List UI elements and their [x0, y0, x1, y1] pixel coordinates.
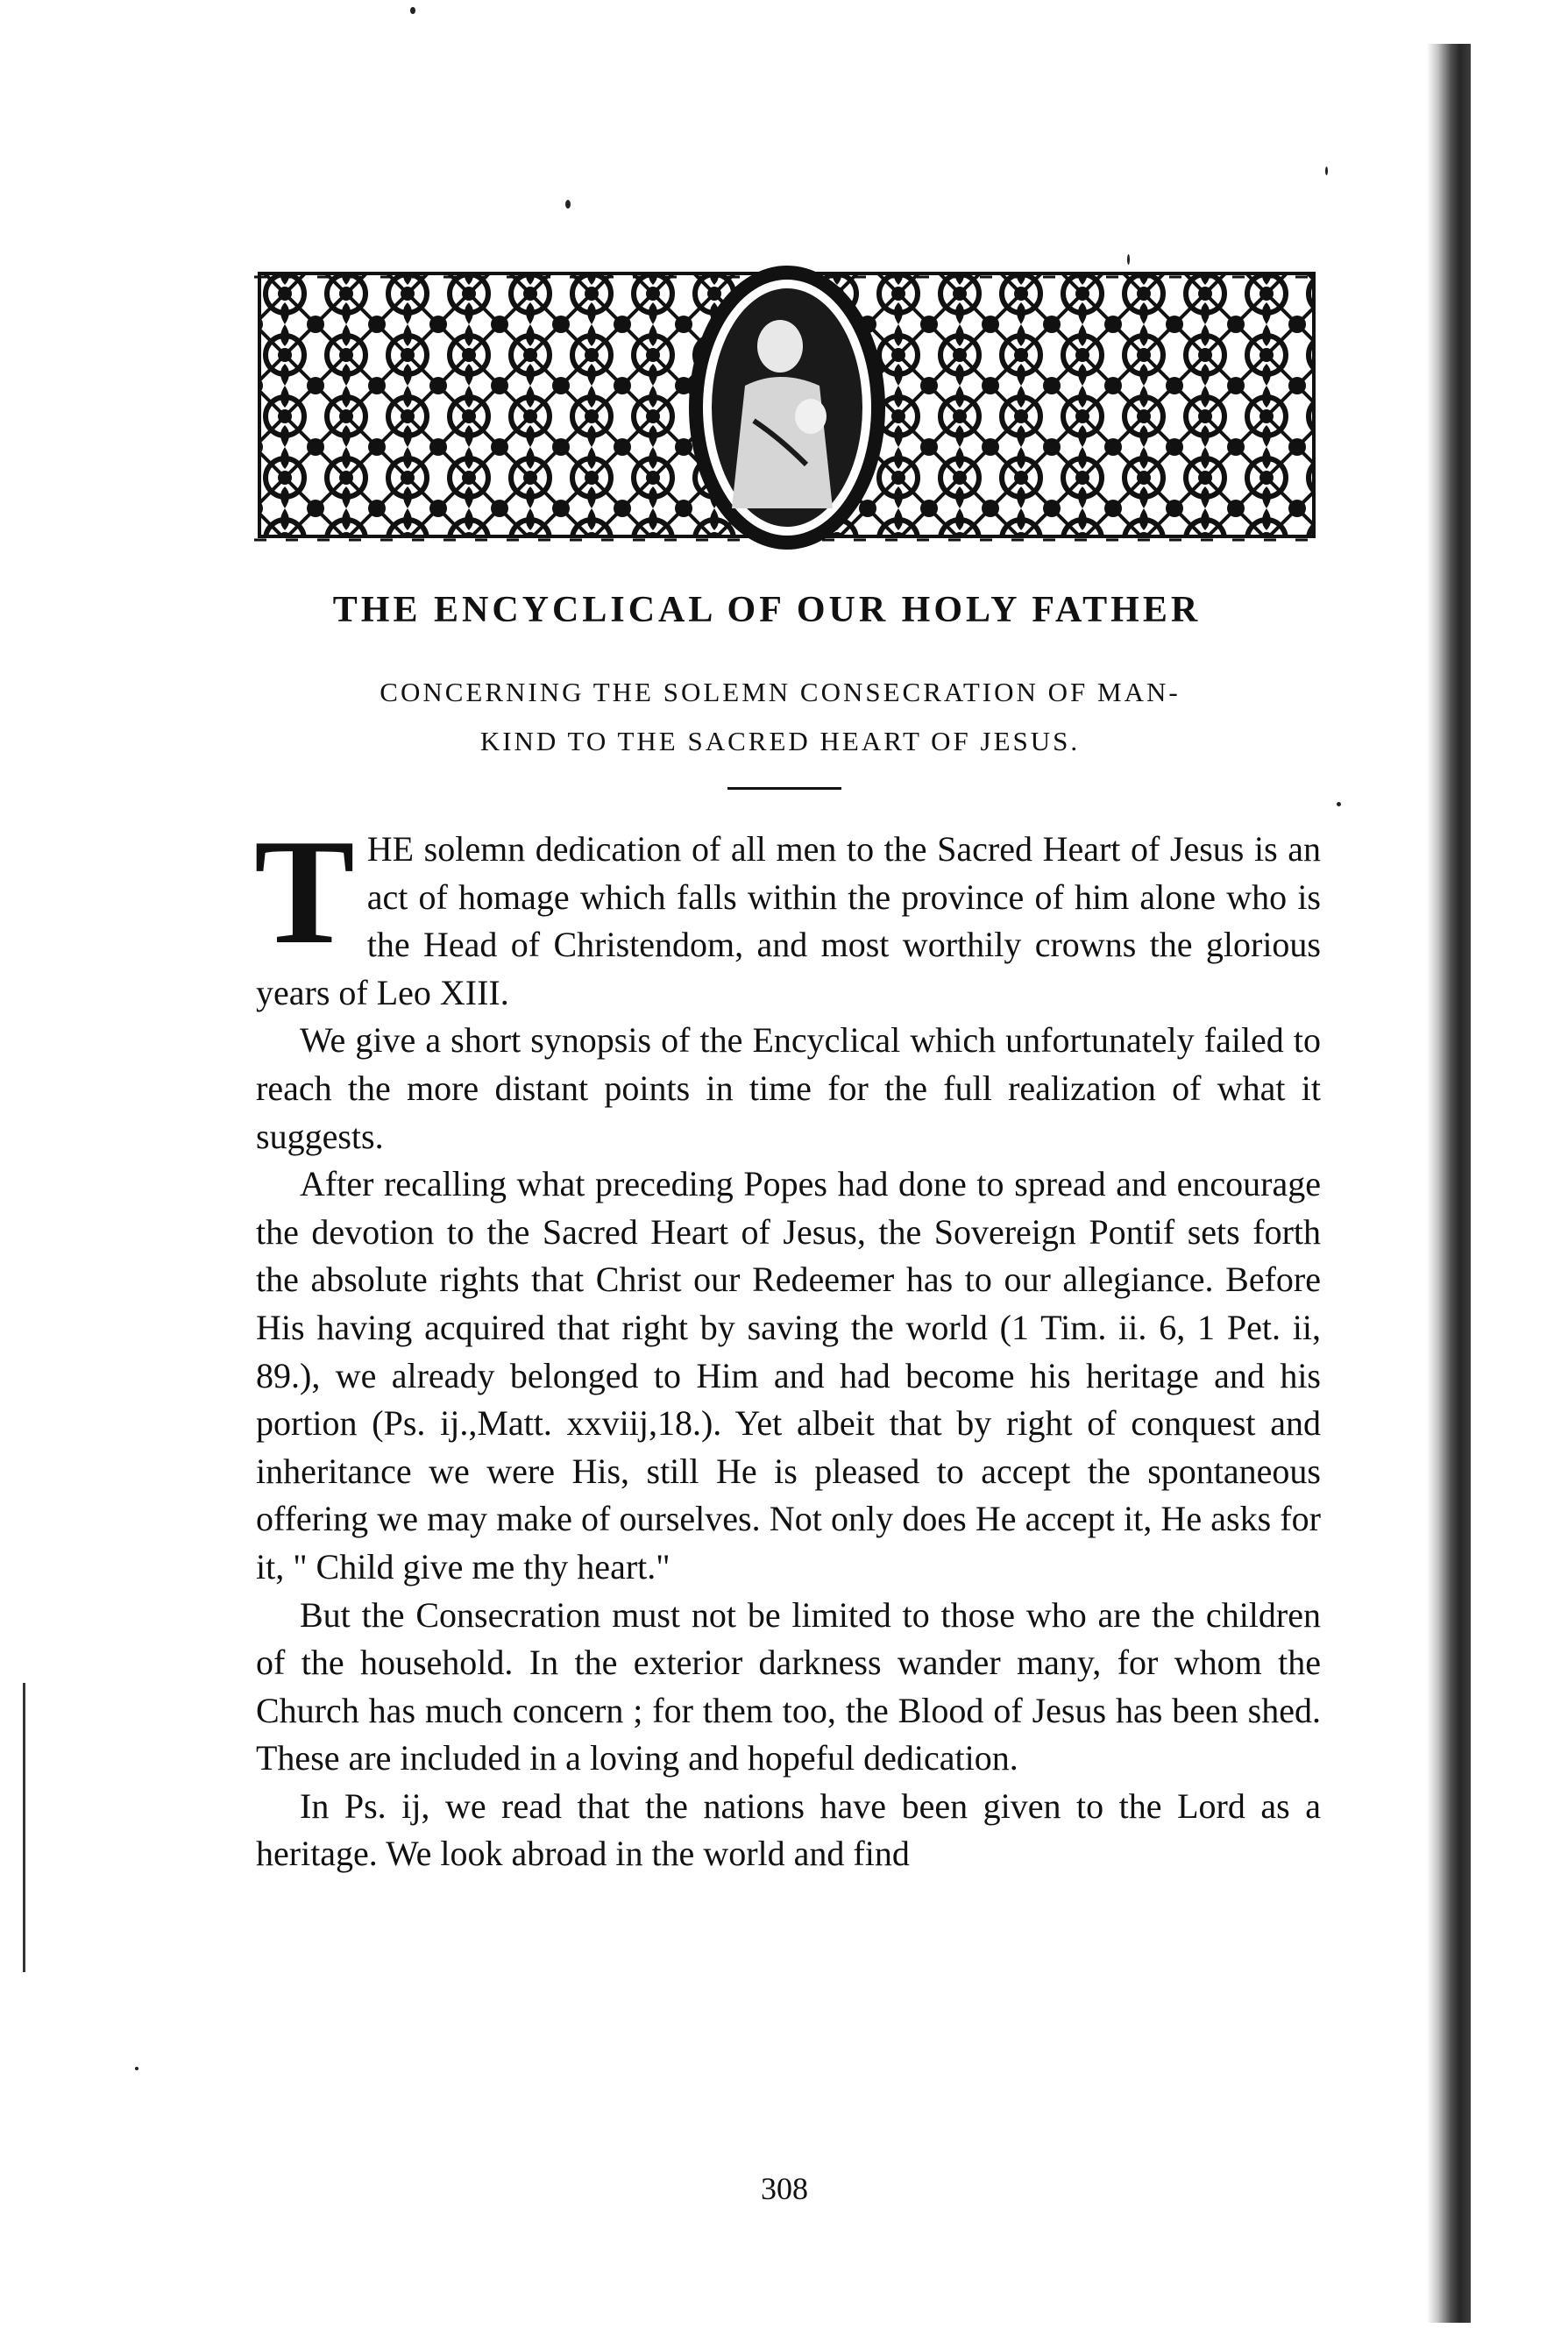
drop-cap: T: [254, 809, 355, 976]
divider-rule: [727, 787, 841, 790]
paragraph: We give a short synopsis of the Encyclical which unfortunately failed to reach the more distant points in time for the full realization of what it suggests.: [256, 1020, 1321, 1156]
speck: [135, 2067, 138, 2070]
subtitle-line: KIND TO THE SACRED HEART OF JESUS.: [479, 726, 1081, 756]
speck: [565, 200, 571, 209]
speck: [1325, 167, 1328, 175]
page-number: 308: [761, 2171, 808, 2206]
paragraph: [254, 809, 1321, 1017]
subtitle: [289, 668, 1271, 766]
subtitle-line: CONCERNING THE SOLEMN CONSECRATION OF MAN-: [380, 677, 1181, 707]
gutter-mark: [23, 1683, 25, 1972]
page-edge-shadow: [1427, 44, 1471, 2323]
body-text: [254, 809, 1321, 1878]
paragraph: But the Consecration must not be limited to those who are the children of the household. In the exterior darkness wander many, for whom the Church has much concern ; for them too, the Blood of Jesus has been shed. These are included in a loving and hopeful dedication.: [256, 1594, 1321, 1778]
speck: [410, 7, 415, 14]
paragraph: After recalling what preceding Popes had done to spread and encourage the devotion to the Sacred Heart of Jesus, the Sovereign Pontif sets forth the absolute rights that Christ our Redeemer has to our allegiance. Before His having acquired that right by saving the world (1 Tim. ii. 6, 1 Pet. ii, 89.), we already belonged to Him and had become his heritage and his portion (Ps. ij.,Matt. xxviij,18.). Yet albeit that by right of conquest and inheritance we were His, still He is pleased to accept the spontaneous offering we may make of ourselves. Not only does He accept it, He asks for it, " Child give me thy heart.": [256, 1164, 1321, 1586]
page-title: THE ENCYCLICAL OF OUR HOLY FATHER: [332, 590, 1202, 630]
paragraph-text: HE solemn dedication of all men to the Sacred Heart of Jesus is an act of homage which falls within the province of him alone who is the Head of Christendom, and most worthily crowns the glorious years of Leo XIII.: [256, 829, 1321, 1012]
ornamental-headpiece: [254, 263, 1319, 552]
speck: [1337, 802, 1341, 806]
paragraph: In Ps. ij, we read that the nations have been given to the Lord as a heritage. We look abroad in the world and find: [256, 1785, 1321, 1874]
